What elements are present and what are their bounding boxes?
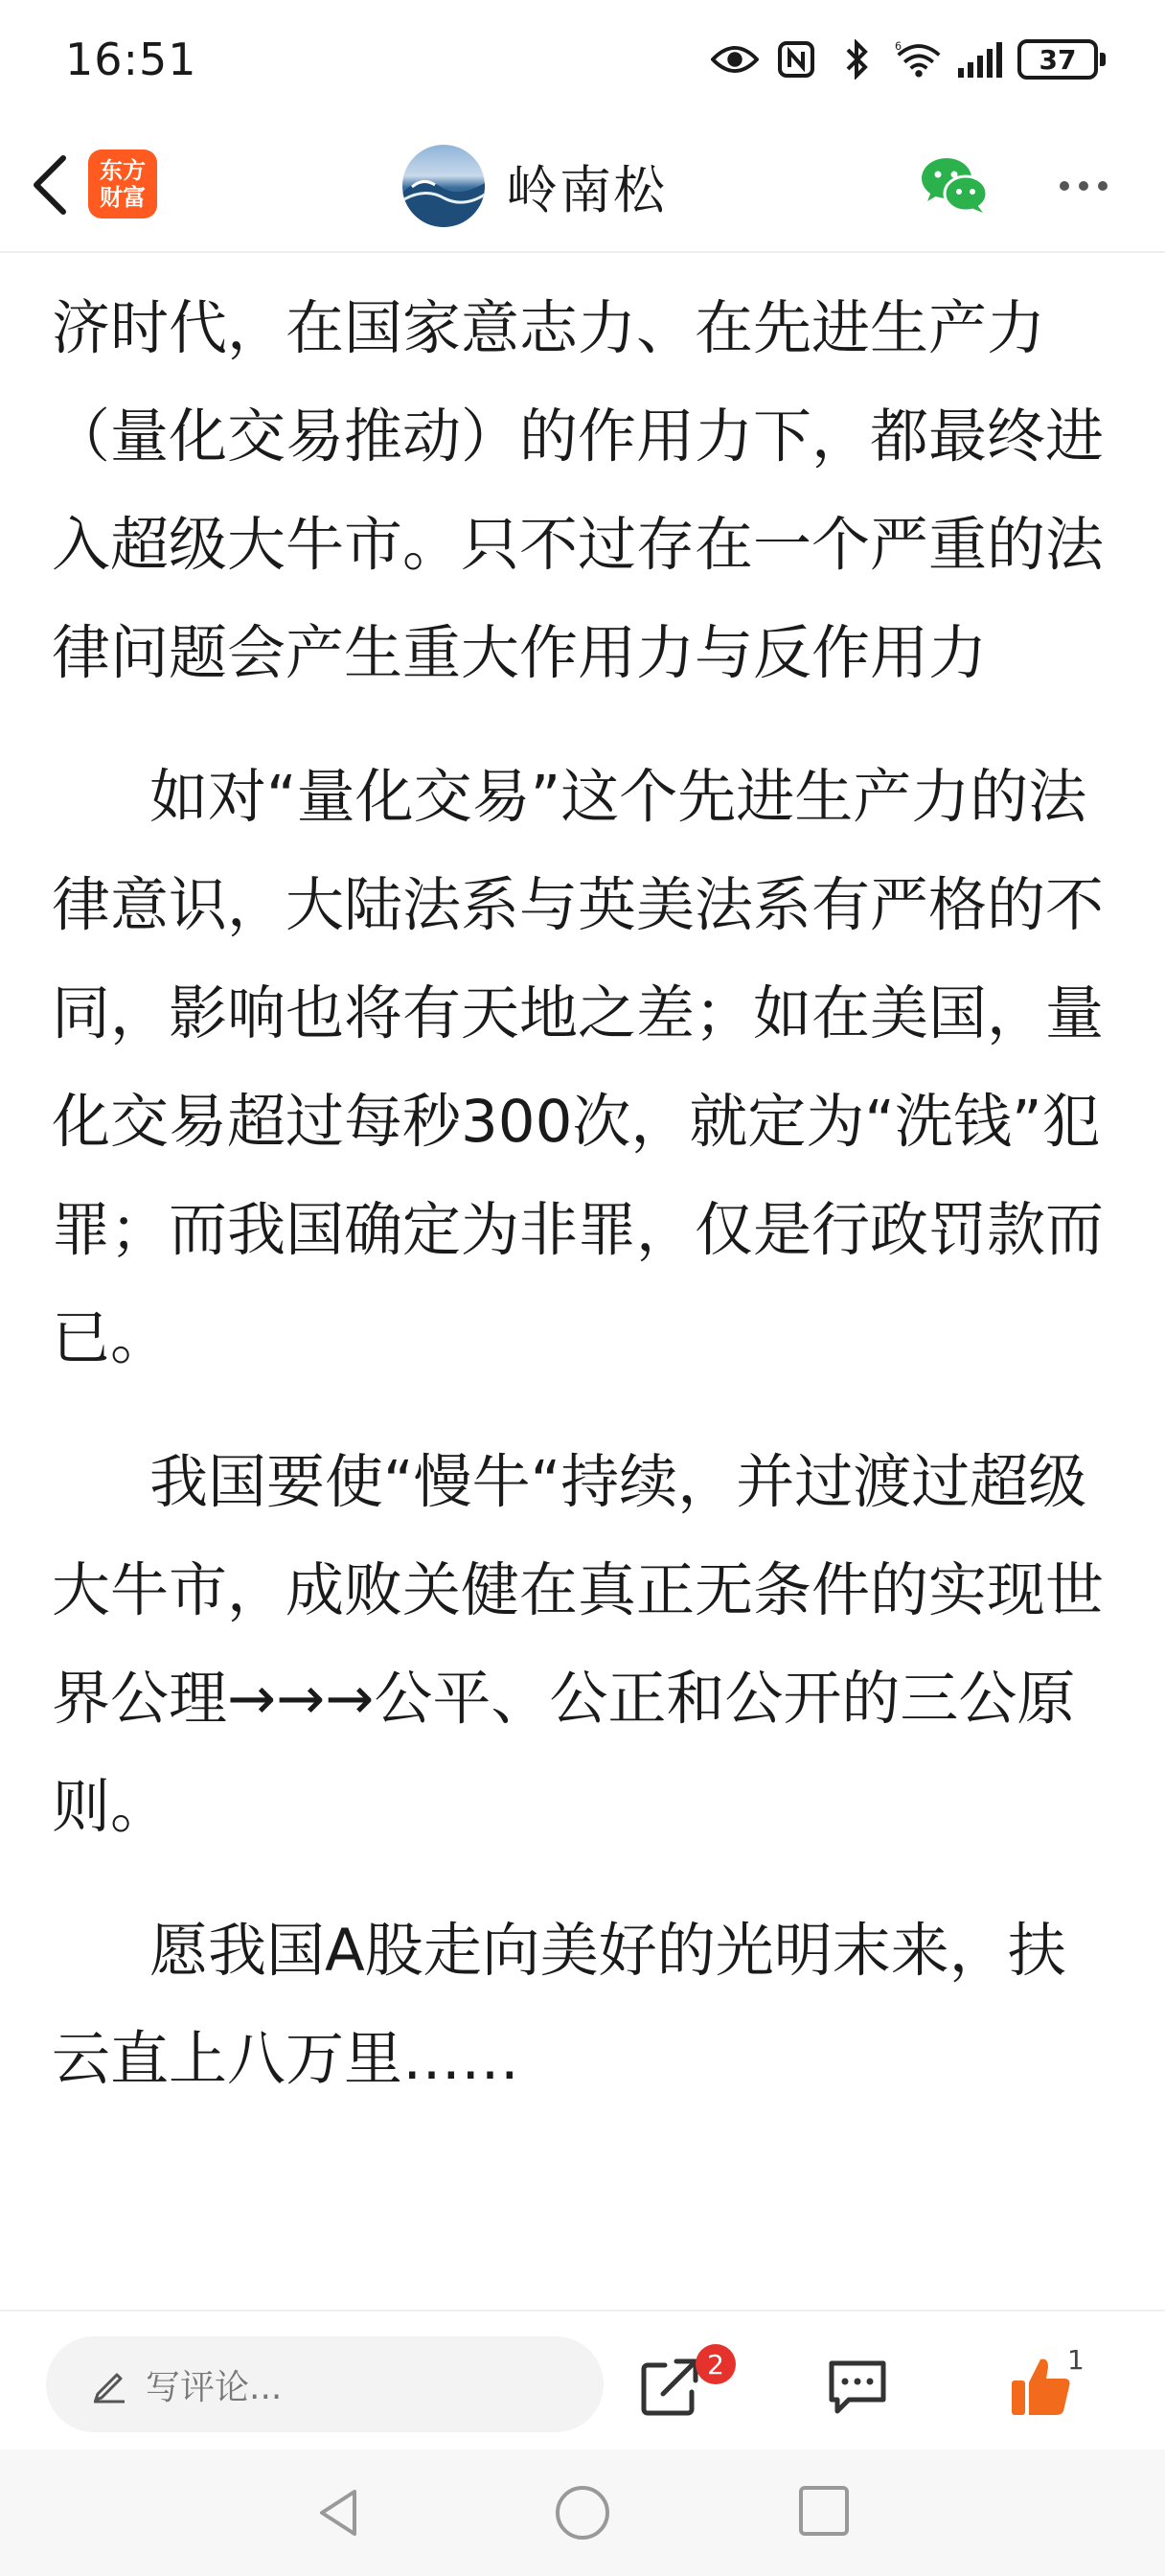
article-paragraph: 我国要使“慢牛“持续，并过渡过超级大牛市，成败关健在真正无条件的实现世界公理→→→公平、公正和公开的三公原则。 <box>52 1448 1105 1841</box>
eye-icon <box>711 35 759 83</box>
comment-bubble-icon <box>826 2358 889 2415</box>
wechat-icon <box>920 153 989 217</box>
wifi-icon <box>895 35 943 83</box>
status-icons <box>711 35 1098 83</box>
comment-placeholder: 写评论... <box>146 2367 283 2407</box>
author-info[interactable] <box>402 144 667 228</box>
bottom-action-bar <box>0 2310 1165 2450</box>
battery-icon: 37 <box>1017 39 1098 80</box>
system-nav-bar <box>0 2450 1165 2576</box>
status-bar <box>0 0 1165 119</box>
wave-avatar-image <box>402 145 485 227</box>
comments-button[interactable] <box>826 2358 889 2415</box>
share-button[interactable] <box>636 2354 703 2421</box>
nav-home-button[interactable] <box>556 2486 609 2540</box>
avatar[interactable] <box>402 145 485 227</box>
more-icon-dot <box>1098 181 1108 191</box>
nfc-icon <box>772 35 820 83</box>
more-icon <box>1060 181 1069 191</box>
like-count: 1 <box>1067 2344 1085 2376</box>
app-logo[interactable] <box>88 150 157 218</box>
like-button[interactable] <box>1008 2354 1075 2421</box>
wechat-share-button[interactable] <box>920 153 989 217</box>
more-button[interactable] <box>1050 157 1117 215</box>
article-body <box>52 255 1115 2113</box>
nav-recents-button[interactable] <box>799 2486 849 2536</box>
article-paragraph: 愿我国A股走向美好的光明末来，扶云直上八万里…… <box>52 1917 1066 2093</box>
status-time: 16:51 <box>65 34 197 85</box>
triangle-back-icon <box>312 2486 366 2540</box>
back-arrow-icon <box>31 154 69 216</box>
article-header <box>0 119 1165 253</box>
share-icon <box>636 2354 703 2421</box>
app-logo-line2: 财富 <box>100 184 146 211</box>
article-paragraph: 如对“量化交易”这个先进生产力的法律意识，大陆法系与英美法系有严格的不同，影响也将有天地之差；如在美国，量化交易超过每秒300次，就定为“洗钱”犯罪；而我国确定为非罪，仅是行政罚款而已。 <box>52 763 1105 1372</box>
comment-input[interactable] <box>46 2336 604 2432</box>
thumbs-up-icon <box>1008 2354 1075 2421</box>
article-paragraph: 济时代，在国家意志力、在先进生产力（量化交易推动）的作用力下，都最终进入超级大牛市。只不过存在一个严重的法律问题会产生重大作用力与反作用力 <box>52 294 1105 687</box>
signal-icon <box>956 35 1004 83</box>
pencil-icon <box>90 2365 128 2404</box>
more-icon-dot <box>1079 181 1088 191</box>
svg-text:6: 6 <box>895 39 902 53</box>
app-logo-line1: 东方 <box>100 157 146 184</box>
nav-back-button[interactable] <box>312 2486 366 2540</box>
bluetooth-icon <box>834 35 881 83</box>
author-name: 岭南松 <box>506 159 667 220</box>
back-button[interactable] <box>19 151 80 218</box>
share-count-badge: 2 <box>696 2344 736 2384</box>
